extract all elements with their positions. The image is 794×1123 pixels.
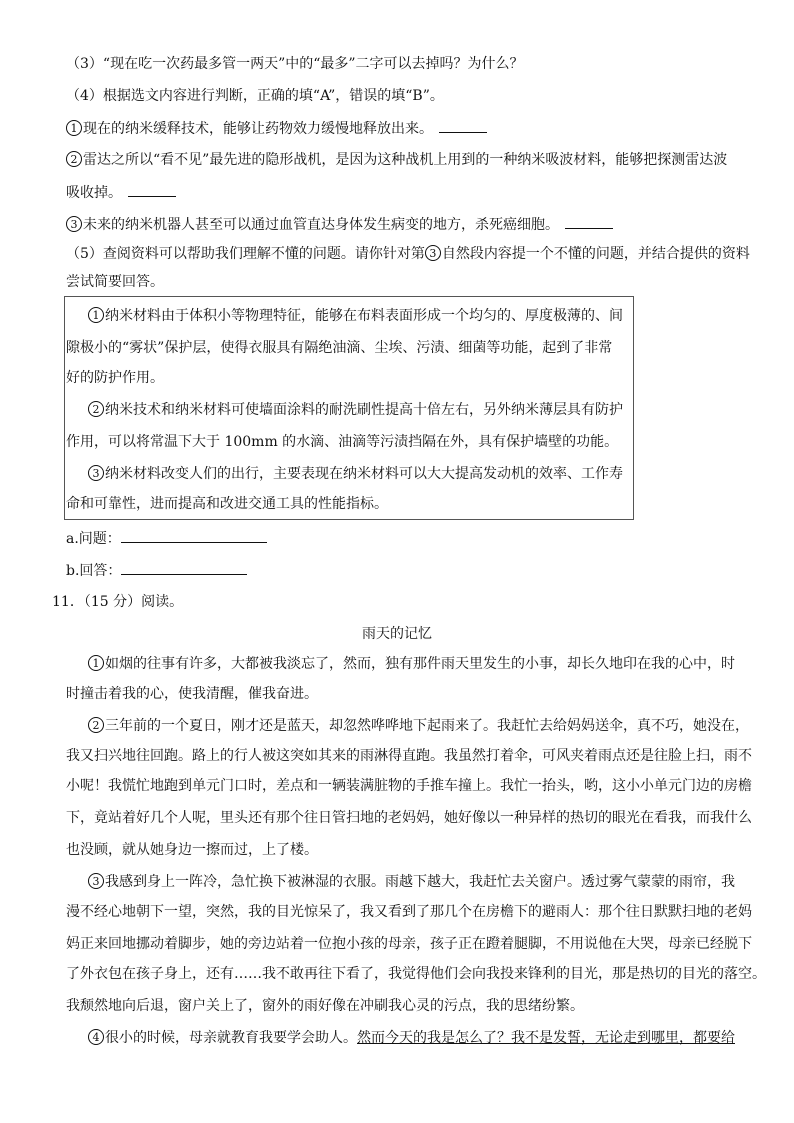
article-para-3-b: 漫不经心地朝下一望，突然，我的目光惊呆了，我又看到了那几个在房檐下的避雨人：那个往日默默扫地的老妈 (66, 904, 752, 920)
article-para-2-d: 下，竟站着好几个人呢，里头还有那个往日管扫地的老妈妈，她好像以一种异样的热切的眼光在看我，而我什么 (66, 810, 752, 826)
answer-blank[interactable] (439, 118, 487, 133)
article-para-3: 3 我感到身上一阵冷，急忙换下被淋湿的衣服。雨越下越大，我赶忙去关窗户。透过雾气蒙蒙的雨帘，我 (88, 872, 735, 892)
circled-number: 3 (88, 873, 104, 889)
circled-number: 1 (88, 307, 104, 323)
circled-number: 2 (88, 401, 104, 417)
article-para-3-c: 妈正来回地挪动着脚步，她的旁边站着一位抱小孩的母亲，孩子正在蹬着腿脚，不用说他在大哭，母亲已经脱下 (66, 936, 752, 952)
ref-para-1: 1 纳米材料由于体积小等物理特征，能够在布料表面形成一个均匀的、厚度极薄的、间 (88, 306, 623, 326)
question-4: （4）根据选文内容进行判断，正确的填“A”，错误的填“B”。 (66, 88, 444, 104)
article-para-2-c: 小呢！我慌忙地跑到单元门口时，差点和一辆装满脏物的手推车撞上。我忙一抬头，哟，这小小单元门边的房檐 (66, 778, 752, 794)
ref-para-1-c: 好的防护作用。 (66, 370, 164, 386)
answer-blank[interactable] (121, 528, 267, 543)
circled-number: 2 (66, 151, 82, 167)
circled-number: 2 (88, 717, 104, 733)
article-para-4: 4 很小的时候，母亲就教育我要学会助人。然而今天的我是怎么了？我不是发誓，无论走到哪里，都要给 (88, 1028, 735, 1048)
article-para-3-e: 我颓然地向后退，窗户关上了，窗外的雨好像在冲刷我心灵的污点，我的思绪纷繁。 (66, 998, 584, 1014)
ref-para-3-b: 命和可靠性，进而提高和改进交通工具的性能指标。 (66, 496, 388, 512)
article-para-1-b: 时撞击着我的心，使我清醒，催我奋进。 (66, 686, 318, 702)
answer-blank[interactable] (121, 560, 247, 575)
article-para-2-b: 我又扫兴地往回跑。路上的行人被这突如其来的雨淋得直跑。我虽然打着伞，可风夹着雨点还是往脸上扫，雨不 (66, 748, 752, 764)
circled-number: 1 (66, 120, 82, 136)
article-para-3-d: 了外衣包在孩子身上，还有……我不敢再往下看了，我觉得他们会向我投来锋利的目光，那是热切的目光的落空。 (66, 966, 766, 982)
answer-blank[interactable] (128, 182, 176, 197)
question-5: （5）查阅资料可以帮助我们理解不懂的问题。请你针对第 3 自然段内容提一个不懂的问题，并结合提供的资料 (66, 246, 750, 262)
circled-number: 3 (88, 465, 104, 481)
circled-number: 3 (425, 245, 441, 261)
judge-item-2-cont: 吸收掉。 (66, 182, 176, 203)
ref-para-1-b: 隙极小的“雾状”保护层，使得衣服具有隔绝油滴、尘埃、污渍、细菌等功能，起到了非常 (66, 340, 613, 356)
answer-blank[interactable] (565, 214, 613, 229)
circled-number: 4 (88, 1029, 104, 1045)
answer-reply: b.回答： (66, 560, 247, 581)
judge-item-3: 3 未来的纳米机器人甚至可以通过血管直达身体发生病变的地方，杀死癌细胞。 (66, 214, 613, 235)
judge-item-1: 1 现在的纳米缓释技术，能够让药物效力缓慢地释放出来。 (66, 118, 487, 139)
ref-para-2: 2 纳米技术和纳米材料可使墙面涂料的耐洗刷性提高十倍左右，另外纳米薄层具有防护 (88, 400, 623, 420)
circled-number: 1 (88, 655, 104, 671)
circled-number: 3 (66, 216, 82, 232)
ref-para-3: 3 纳米材料改变人们的出行，主要表现在纳米材料可以大大提高发动机的效率、工作寿 (88, 464, 623, 484)
article-para-1: 1 如烟的往事有许多，大都被我淡忘了，然而，独有那件雨天里发生的小事，却长久地印在我的心中，时 (88, 654, 735, 674)
question-3: （3）“现在吃一次药最多管一两天”中的“最多”二字可以去掉吗？为什么？ (66, 56, 524, 72)
judge-item-2: 2 雷达之所以“看不见”最先进的隐形战机，是因为这种战机上用到的一种纳米吸波材料，能够把探测雷达波 (66, 150, 727, 170)
article-title: 雨天的记忆 (362, 626, 432, 642)
ref-para-2-b: 作用，可以将常温下大于 100mm 的水滴、油滴等污渍挡隔在外，具有保护墙壁的功能。 (66, 434, 619, 450)
question-5-cont: 尝试简要回答。 (66, 274, 164, 290)
article-para-2: 2 三年前的一个夏日，刚才还是蓝天，却忽然哗哗地下起雨来了。我赶忙去给妈妈送伞，真不巧，她没在， (88, 716, 749, 736)
article-para-2-e: 也没顾，就从她身边一擦而过，上了楼。 (66, 842, 318, 858)
question-11: 11．（15 分）阅读。 (52, 594, 184, 610)
answer-question: a.问题： (66, 528, 267, 549)
underlined-sentence: 然而今天的我是怎么了？我不是发誓，无论走到哪里，都要给 (357, 1030, 735, 1046)
